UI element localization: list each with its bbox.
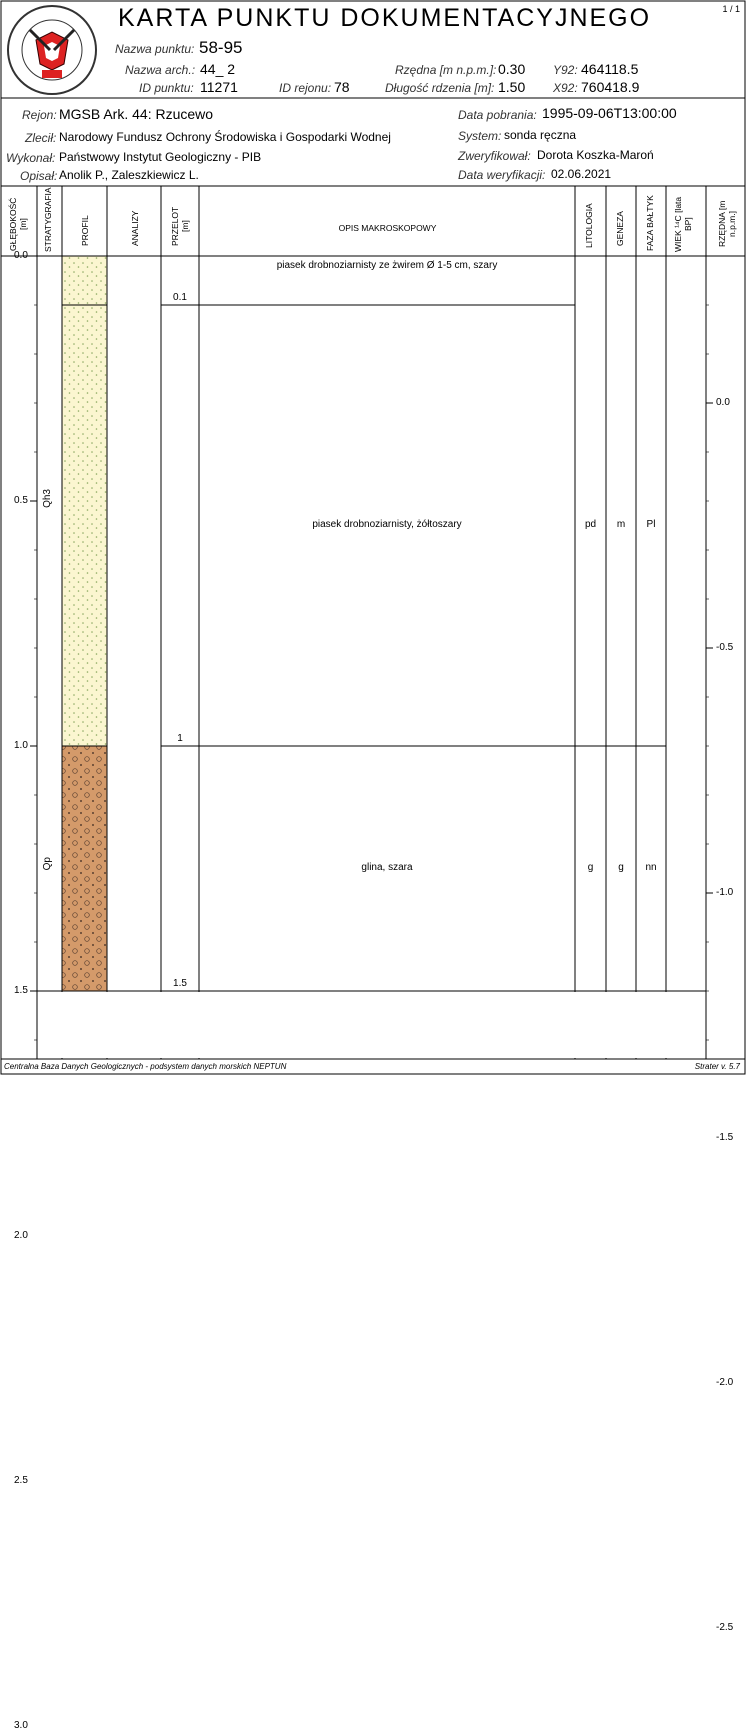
- zlecil-label: Zlecił:: [25, 131, 57, 145]
- profile-layer: [62, 305, 107, 746]
- data-pobrania-value: 1995-09-06T13:00:00: [542, 105, 677, 121]
- elevation-tick-label: 0.0: [716, 397, 730, 408]
- col-litologia: LITOLOGIA: [584, 203, 594, 249]
- y92-label: Y92:: [553, 63, 578, 77]
- layer-przelot: 0.1: [173, 292, 187, 303]
- rzedna-value: 0.30: [498, 61, 526, 77]
- id-rejonu-value: 78: [334, 79, 350, 95]
- footer-left: Centralna Baza Danych Geologicznych - podsystem danych morskich NEPTUN: [4, 1062, 287, 1071]
- wykonal-value: Państwowy Instytut Geologiczny - PIB: [59, 150, 262, 164]
- dlugosc-label: Długość rdzenia [m]:: [385, 81, 495, 95]
- depth-tick-label: 3.0: [14, 1720, 28, 1731]
- id-punktu-label: ID punktu:: [139, 81, 194, 95]
- strat-label: Qp: [42, 856, 53, 870]
- layer-description: piasek drobnoziarnisty, żółtoszary: [312, 518, 462, 530]
- nazwa-arch-value: 44_ 2: [200, 61, 236, 77]
- layer-geneza: m: [616, 518, 626, 530]
- col-rzedna: RZĘDNA [m n.p.m.]: [717, 200, 737, 248]
- footer-right: Strater v. 5.7: [694, 1062, 740, 1071]
- depth-tick-label: 1.0: [14, 740, 28, 751]
- x92-label: X92:: [553, 81, 578, 95]
- layer-litologia: pd: [584, 518, 597, 530]
- layer-przelot: 1: [177, 733, 183, 744]
- id-rejonu-label: ID rejonu:: [279, 81, 332, 95]
- depth-tick-label: 2.5: [14, 1475, 28, 1486]
- page-title: KARTA PUNKTU DOKUMENTACYJNEGO: [118, 4, 652, 32]
- layer-geneza: g: [618, 861, 624, 873]
- profile-layer: [62, 746, 107, 991]
- rejon-value: MGSB Ark. 44: Rzucewo: [59, 106, 214, 122]
- dlugosc-value: 1.50: [498, 79, 526, 95]
- depth-tick-label: 1.5: [14, 985, 28, 996]
- opisal-label: Opisał:: [20, 169, 58, 183]
- system-label: System:: [458, 129, 502, 143]
- elevation-tick-label: -0.5: [716, 642, 734, 653]
- elevation-tick-label: -2.5: [716, 1622, 734, 1633]
- x92-value: 760418.9: [581, 79, 640, 95]
- elevation-tick-label: -1.0: [716, 887, 734, 898]
- data-weryfikacji-label: Data weryfikacji:: [458, 168, 546, 182]
- elevation-tick-label: -2.0: [716, 1377, 734, 1388]
- layer-description: piasek drobnoziarnisty ze żwirem Ø 1-5 cm, szary: [276, 260, 498, 271]
- system-value: sonda ręczna: [504, 128, 577, 142]
- below-log-area: [38, 992, 705, 1058]
- nazwa-punktu-label: Nazwa punktu:: [115, 42, 195, 56]
- depth-tick-label: 0.5: [14, 495, 28, 506]
- y92-value: 464118.5: [581, 61, 639, 77]
- layer-description: glina, szara: [361, 861, 413, 873]
- col-opis: OPIS MAKROSKOPOWY: [338, 223, 437, 233]
- strat-label: Qh3: [42, 489, 53, 508]
- col-geneza: GENEZA: [615, 211, 625, 246]
- data-weryfikacji-value: 02.06.2021: [551, 167, 612, 181]
- zweryfikowal-label: Zweryfikował:: [458, 149, 531, 163]
- data-pobrania-label: Data pobrania:: [458, 108, 537, 122]
- layer-faza: nn: [645, 861, 657, 873]
- opisal-value: Anolik P., Zaleszkiewicz L.: [59, 168, 199, 182]
- layer-przelot: 1.5: [173, 978, 187, 989]
- col-stratygrafia: STRATYGRAFIA: [43, 187, 53, 252]
- col-glebokosc: GŁĘBOKOŚĆ [m]: [8, 197, 28, 251]
- depth-tick-label: 2.0: [14, 1230, 28, 1241]
- page-number: 1 / 1: [722, 4, 740, 14]
- layer-litologia: g: [587, 861, 594, 873]
- nazwa-arch-label: Nazwa arch.:: [125, 63, 196, 77]
- profile-layer: [62, 256, 107, 305]
- rejon-label: Rejon:: [22, 108, 57, 122]
- col-przelot: PRZELOT [m]: [170, 206, 190, 246]
- zweryfikowal-value: Dorota Koszka-Maroń: [537, 148, 654, 162]
- wykonal-label: Wykonał:: [6, 151, 56, 165]
- col-profil: PROFIL: [80, 215, 90, 247]
- col-faza: FAZA BAŁTYK: [645, 195, 655, 251]
- nazwa-punktu-value: 58-95: [199, 38, 243, 57]
- depth-tick-label: 0.0: [14, 250, 28, 261]
- layer-faza: Pl: [646, 518, 656, 530]
- rzedna-label: Rzędna [m n.p.m.]:: [395, 63, 497, 77]
- col-analizy: ANALIZY: [130, 210, 140, 247]
- zlecil-value: Narodowy Fundusz Ochrony Środowiska i Gospodarki Wodnej: [59, 130, 391, 144]
- id-punktu-value: 11271: [200, 79, 238, 95]
- elevation-tick-label: -1.5: [716, 1132, 734, 1143]
- col-wiek: WIEK ¹⁴C [lata BP]: [673, 196, 693, 252]
